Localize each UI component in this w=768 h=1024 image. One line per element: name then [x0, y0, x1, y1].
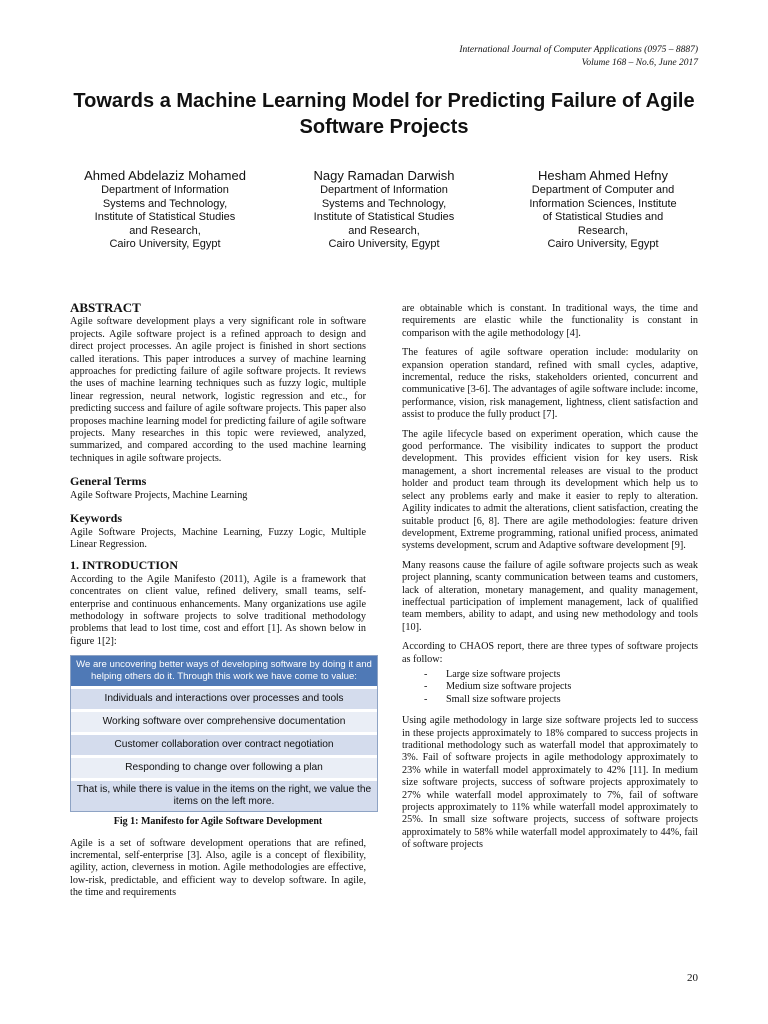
- author-affiliation: Department of Computer and Information Sciences, Institute of Statistical Studies and Research, Cairo University, Egypt: [529, 184, 677, 250]
- right-paragraph-6: Using agile methodology in large size software projects led to success in these projects approximately to 18% compared to success projects in traditional methodology such as waterfall model that approximately to 3%. Fail of software projects in agile methodology approximately to 23% while in waterfall model approximately to 42% [11]. In medium size software projects, success of software projects approximately to 27% while waterfall model approximately to 7%, fail of software projects approximately to 11% while waterfall model approximately to 25%. In small size software projects, success of software projects approximately to 58% while waterfall model approximately to 44%, fail of software projects: [402, 715, 698, 851]
- author-3: [498, 168, 708, 252]
- right-paragraph-3: The agile lifecycle based on experiment operation, which cause the good performance. The visibility indicates to support the product development. This provides efficient vision for key users. Risk management, a short incremental releases are visual to the product holder and product team through its development which help us to select any problems early and make it easier to reply to alteration. Agility indicates to admit the alterations, client satisfaction, creating the suitable product [6, 8]. There are agile methodologies: feature driven development, Extreme programming, rational unified process, animated systems development, scrum and Adaptive software development [9].: [402, 428, 698, 552]
- introduction-heading: 1. INTRODUCTION: [70, 558, 179, 573]
- figure-row: Individuals and interactions over processes and tools: [71, 689, 377, 709]
- list-item: - Medium size software projects: [424, 681, 698, 693]
- author-name: Hesham Ahmed Hefny: [537, 168, 669, 183]
- keywords-heading: Keywords: [70, 511, 122, 526]
- right-paragraph-5: According to CHAOS report, there are three types of software projects as follow:: [402, 641, 698, 665]
- general-terms-heading: General Terms: [70, 474, 147, 489]
- general-terms-text: Agile Software Projects, Machine Learning: [70, 489, 248, 501]
- journal-header: [459, 44, 698, 70]
- list-item: - Small size software projects: [424, 694, 698, 706]
- figure-caption: Fig 1: Manifesto for Agile Software Development: [113, 816, 323, 828]
- figure-row: Responding to change over following a plan: [71, 758, 377, 778]
- right-paragraph-4: Many reasons cause the failure of agile software projects such as weak project planning, scanty communication between teams and customers, lack of alteration, monetary management, and quality management, ineffectual participation of implement management, lack of qualified team members, ability to adapt, and using new methodology and tools [10].: [402, 559, 698, 633]
- journal-name: International Journal of Computer Applications (0975 – 8887): [459, 45, 698, 55]
- project-size-list: [424, 669, 698, 706]
- figure-row: Working software over comprehensive documentation: [71, 712, 377, 732]
- paper-title: Towards a Machine Learning Model for Predicting Failure of Agile Software Projects: [73, 90, 695, 138]
- list-item: - Large size software projects: [424, 669, 698, 681]
- author-block: [60, 168, 708, 252]
- abstract-heading: ABSTRACT: [70, 300, 141, 315]
- abstract-text: Agile software development plays a very significant role in software projects. Agile software project is a refined approach to design and direct project processes. An agile project is finished in short sections called iterations. This paper introduces a survey of machine learning approaches for predicting failure of agile software projects. It reviews the uses of machine learning techniques such as fuzzy logic, multiple linear regression, neural network, logistic regression and etc., for predicting success and failure of agile software projects. This paper also proposes machine learning model for predicting failure of agile software projects. Many researches in this topic were reviewed, analyzed, summarized, and compared according to the used machine learning techniques in agile software projects.: [70, 316, 366, 464]
- figure-row: That is, while there is value in the items on the right, we value the items on the left more.: [71, 781, 377, 811]
- right-paragraph-1: are obtainable which is constant. In traditional ways, the time and requirements are elastic while the functionality is constant in comparison with the agile methodology [4].: [402, 303, 698, 339]
- author-affiliation: Department of Information Systems and Technology, Institute of Statistical Studies and Research, Cairo University, Egypt: [94, 184, 236, 250]
- figure-row: Customer collaboration over contract negotiation: [71, 735, 377, 755]
- journal-issue: Volume 168 – No.6, June 2017: [581, 58, 698, 68]
- author-1: [60, 168, 270, 252]
- manifesto-figure: [70, 655, 378, 812]
- author-affiliation: Department of Information Systems and Technology, Institute of Statistical Studies and Research, Cairo University, Egypt: [313, 184, 455, 250]
- figure-header: We are uncovering better ways of developing software by doing it and helping others do it. Through this work we have come to value:: [71, 656, 377, 686]
- author-2: [279, 168, 489, 252]
- right-column: [402, 303, 698, 859]
- left-column: [70, 300, 372, 907]
- intro-paragraph-2: Agile is a set of software development operations that are refined, incremental, self-enterprise [3]. Also, agile is a concept of flexibility, agility, action, cleverness in motion. Agile methodologies are effective, low-risk, predictable, and efficient way to develop software. In agile, the time and requirements: [70, 837, 366, 899]
- author-name: Nagy Ramadan Darwish: [313, 168, 455, 183]
- keywords-text: Agile Software Projects, Machine Learning, Fuzzy Logic, Multiple Linear Regression.: [70, 526, 366, 550]
- right-paragraph-2: The features of agile software operation include: modularity on expansion operation standard, refined with small cycles, adaptive, incremental, reduce the risks, stakeholders oriented, concurrent and communicative [3-6]. The advantages of agile software include: income, performance, vision, risk management, lightness, client satisfaction and assist to produce the fully product [7].: [402, 347, 698, 421]
- intro-paragraph-1: According to the Agile Manifesto (2011), Agile is a framework that concentrates on client value, refined delivery, small teams, self-enterprise and continuous enhancements. Many organizations use agile methodology in software projects to solve traditional methodology problems that lead to lost time, cost and effort [1]. As shown below in figure 1[2]:: [70, 573, 366, 647]
- page-number: 20: [687, 972, 698, 984]
- author-name: Ahmed Abdelaziz Mohamed: [84, 168, 246, 183]
